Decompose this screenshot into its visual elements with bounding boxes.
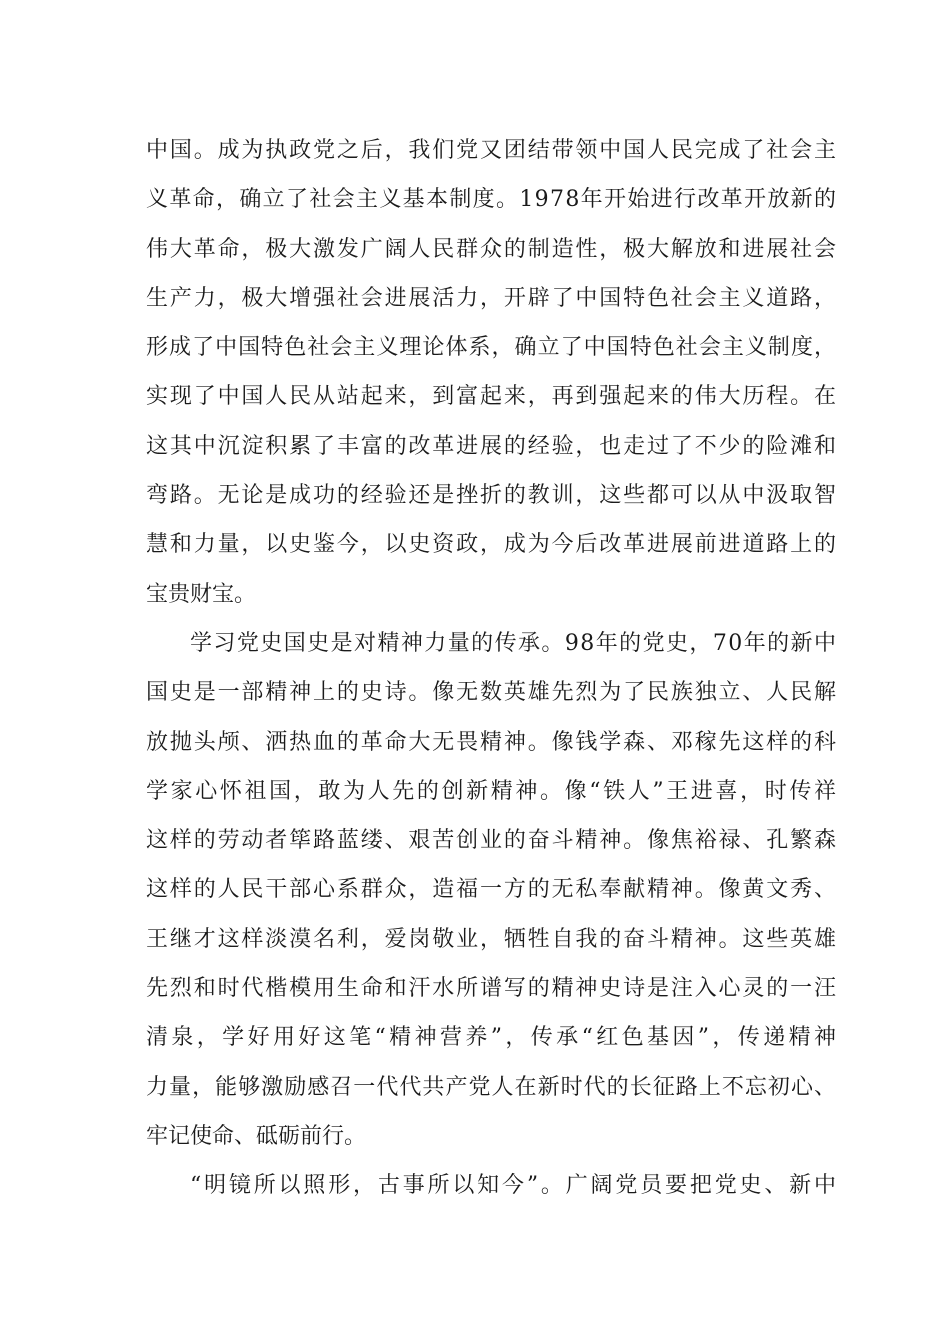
text-line: 这样的劳动者筚路蓝缕、艰苦创业的奋斗精神。像焦裕禄、孔繁森	[146, 828, 838, 854]
text-line: 伟大革命，极大激发广阔人民群众的制造性，极大解放和进展社会	[146, 236, 838, 262]
text-line: 清泉，学好用好这笔“精神营养”，传承“红色基因”，传递精神	[146, 1025, 840, 1051]
text-line: 王继才这样淡漠名利，爱岗敬业，牺牲自我的奋斗精神。这些英雄	[146, 926, 838, 952]
text-line: 先烈和时代楷模用生命和汗水所谱写的精神史诗是注入心灵的一汪	[146, 976, 838, 1002]
text-line: 义革命，确立了社会主义基本制度。1978年开始进行改革开放新的	[146, 187, 838, 213]
text-line: 学习党史国史是对精神力量的传承。98年的党史，70年的新中	[190, 630, 838, 656]
text-line: 生产力，极大增强社会进展活力，开辟了中国特色社会主义道路，	[146, 285, 838, 311]
text-line: 慧和力量，以史鉴今，以史资政，成为今后改革进展前进道路上的	[146, 532, 838, 558]
text-line: “明镜所以照形，古事所以知今”。广阔党员要把党史、新中	[190, 1173, 839, 1199]
text-line: 中国。成为执政党之后，我们党又团结带领中国人民完成了社会主	[146, 138, 838, 163]
text-line: 弯路。无论是成功的经验还是挫折的教训，这些都可以从中汲取智	[146, 483, 838, 509]
text-line: 国史是一部精神上的史诗。像无数英雄先烈为了民族独立、人民解	[146, 680, 838, 706]
text-line: 力量，能够激励感召一代代共产党人在新时代的长征路上不忘初心、	[146, 1074, 838, 1100]
body-text	[146, 126, 840, 1211]
text-line: 宝贵财宝。	[146, 581, 257, 607]
text-line: 牢记使命、砥砺前行。	[146, 1123, 367, 1149]
text-line: 放抛头颅、洒热血的革命大无畏精神。像钱学森、邓稼先这样的科	[146, 729, 838, 755]
text-line: 形成了中国特色社会主义理论体系，确立了中国特色社会主义制度，	[146, 335, 838, 361]
text-line: 实现了中国人民从站起来，到富起来，再到强起来的伟大历程。在	[146, 384, 838, 410]
text-line: 学家心怀祖国，敢为人先的创新精神。像“铁人”王进喜，时传祥	[146, 778, 839, 804]
text-line: 这样的人民干部心系群众，造福一方的无私奉献精神。像黄文秀、	[146, 877, 838, 903]
text-line: 这其中沉淀积累了丰富的改革进展的经验，也走过了不少的险滩和	[146, 433, 838, 459]
